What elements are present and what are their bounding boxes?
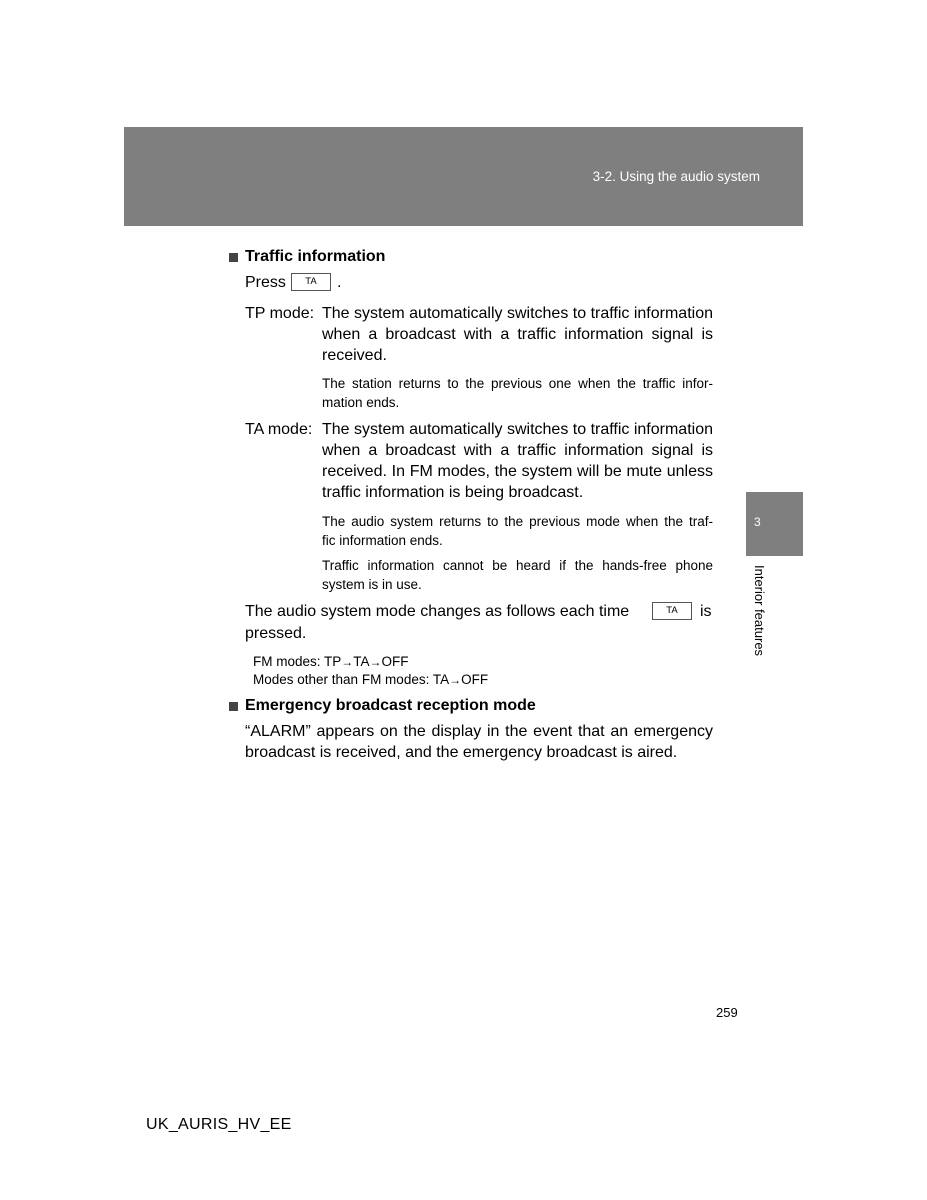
mode-change-text: The audio system mode changes as follows each time — [245, 603, 630, 620]
fm-modes-end: OFF — [381, 654, 409, 669]
emergency-heading: Emergency broadcast reception mode — [245, 697, 536, 714]
fm-modes-sequence — [253, 652, 409, 672]
text-line: received. — [322, 347, 387, 364]
text-line: when a broadcast with a traffic information signal is — [322, 442, 713, 459]
text-line: received. In FM modes, the system will be mute unless — [322, 463, 713, 480]
tp-mode-description — [322, 303, 713, 366]
heading-bullet-icon — [229, 253, 238, 262]
other-modes-prefix: Modes other than FM modes: TA — [253, 672, 450, 687]
document-code: UK_AURIS_HV_EE — [146, 1116, 292, 1133]
other-modes-end: OFF — [461, 672, 489, 687]
arrow-right-icon: → — [369, 655, 382, 669]
chapter-label: Interior features — [752, 565, 767, 657]
text-line: fic information ends. — [322, 533, 443, 548]
ta-button-icon: TA — [291, 273, 331, 291]
traffic-heading: Traffic information — [245, 248, 386, 265]
ta-mode-description — [322, 419, 713, 503]
chapter-tab — [746, 492, 803, 556]
fm-modes-prefix: FM modes: TP — [253, 654, 342, 669]
heading-bullet-icon — [229, 702, 238, 711]
emergency-description — [245, 721, 713, 763]
text-line: mation ends. — [322, 395, 400, 410]
text-line: “ALARM” appears on the display in the event that an emergency — [245, 723, 713, 740]
ta-mode-label: TA mode: — [245, 421, 313, 438]
text-line: Traffic information cannot be heard if the hands-free phone — [322, 558, 713, 573]
text-line: The audio system returns to the previous mode when the traf- — [322, 514, 713, 529]
fm-modes-mid: TA — [353, 654, 370, 669]
text-line: The system automatically switches to traffic information — [322, 305, 713, 322]
mode-change-is: is — [700, 603, 712, 620]
mode-change-end: pressed. — [245, 625, 307, 642]
text-line: The system automatically switches to traffic information — [322, 421, 713, 438]
text-line: when a broadcast with a traffic information signal is — [322, 326, 713, 343]
section-header-bar — [124, 127, 803, 226]
ta-mode-note-2 — [322, 556, 713, 594]
section-title: 3-2. Using the audio system — [592, 169, 760, 184]
text-line: The station returns to the previous one when the traffic infor- — [322, 376, 713, 391]
text-line: traffic information is being broadcast. — [322, 484, 584, 501]
arrow-right-icon: → — [341, 655, 354, 669]
arrow-right-icon: → — [449, 673, 462, 687]
press-label: Press — [245, 274, 286, 291]
chapter-number: 3 — [754, 515, 761, 529]
tp-mode-label: TP mode: — [245, 305, 315, 322]
press-period: . — [337, 274, 342, 291]
ta-mode-note-1 — [322, 512, 713, 550]
text-line: broadcast is received, and the emergency broadcast is aired. — [245, 744, 678, 761]
other-modes-sequence — [253, 670, 488, 690]
page-number: 259 — [716, 1005, 738, 1020]
text-line: system is in use. — [322, 577, 422, 592]
tp-mode-note — [322, 374, 713, 412]
ta-button-icon: TA — [652, 602, 692, 620]
